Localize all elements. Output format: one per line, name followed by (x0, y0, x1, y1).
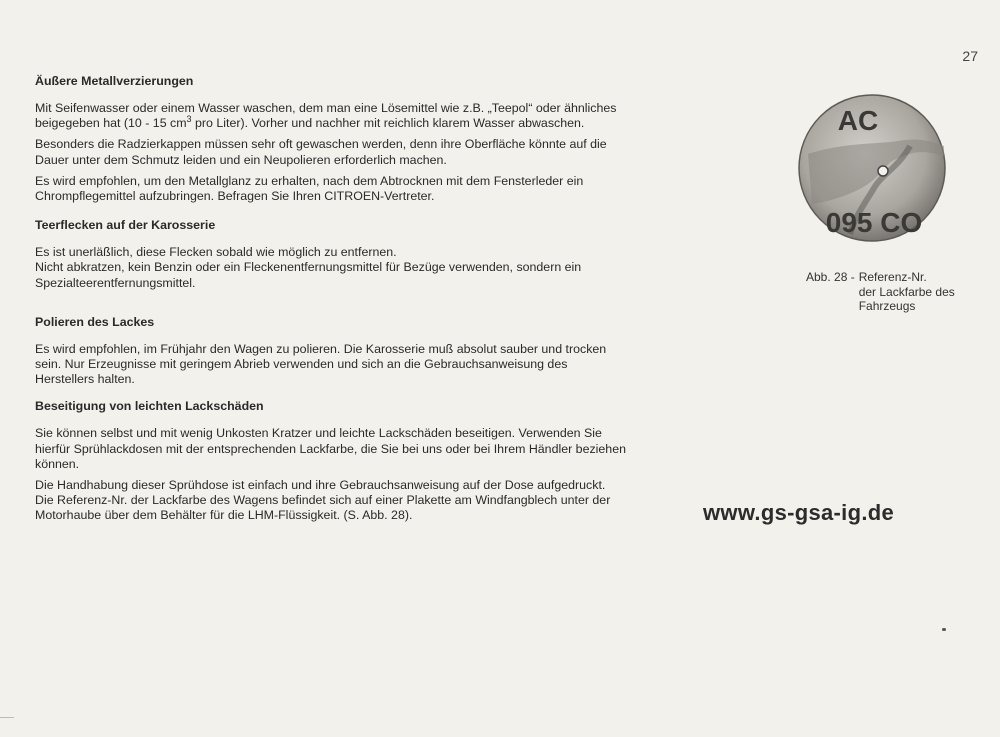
paint-reference-plate-image (798, 84, 948, 254)
paragraph: Sie können selbst und mit wenig Unkosten Kratzer und leichte Lackschäden beseitigen. Verwenden Sie hierfür Sprühlackdosen mit der entsprechenden Lackfarbe, die Sie bei uns oder bei Ihrem Händler beziehen können. (35, 426, 626, 471)
plate-code-top: AC (837, 105, 879, 136)
plate-hole (878, 166, 888, 176)
caption-line: der Lackfarbe des (858, 284, 955, 299)
page-number: 27 (962, 48, 978, 64)
paragraph: Die Referenz-Nr. der Lackfarbe des Wagens befindet sich auf einer Plakette am Windfangblech unter der Motorhaube über dem Behälter für die LHM-Flüssigkeit. (S. Abb. 28). (35, 493, 611, 523)
section-heading: Teerflecken auf der Karosserie (35, 218, 216, 233)
caption-line: Referenz-Nr. (858, 270, 927, 284)
margin-mark (0, 717, 14, 718)
section-tar-stains (35, 218, 630, 291)
section-heading: Polieren des Lackes (35, 314, 155, 329)
paragraph: Die Handhabung dieser Sprühdose ist einfach und ihre Gebrauchsanweisung auf der Dose aufgedruckt. (35, 478, 606, 493)
paragraph: Es wird empfohlen, im Frühjahr den Wagen zu polieren. Die Karosserie muß absolut sauber und trocken sein. Nur Erzeugnisse mit geringem Abrieb verwenden und sich an die Gebrauchsanweisung des Herstellers halten. (35, 341, 607, 387)
paragraph: Es wird empfohlen, um den Metallglanz zu erhalten, nach dem Abtrocknen mit dem Fensterleder ein Chrompflegemittel aufzubringen. Befragen Sie Ihren CITROEN-Vertreter. (35, 173, 584, 204)
section-heading: Beseitigung von leichten Lackschäden (35, 399, 264, 414)
main-text-column (35, 74, 630, 540)
paragraph: Nicht abkratzen, kein Benzin oder ein Fleckenentfernungsmittel für Bezüge verwenden, sondern ein Spezialteerentfernungsmittel. (35, 260, 582, 290)
paragraph: Es ist unerläßlich, diese Flecken sobald wie möglich zu entfernen. (35, 245, 397, 260)
print-speck (942, 628, 946, 631)
section-paint-damage (35, 399, 630, 523)
caption-number: Abb. 28 - (806, 270, 855, 284)
paint-reference-plate-figure (798, 84, 948, 254)
figure-caption (806, 270, 986, 314)
caption-line: Fahrzeugs (858, 299, 916, 313)
plate-code-bottom: 095 CO (825, 207, 923, 238)
paragraph: Besonders die Radzierkappen müssen sehr oft gewaschen werden, denn ihre Oberfläche könnte auf die Dauer unter dem Schmutz leiden und ein Neupolieren erforderlich machen. (35, 137, 607, 167)
section-heading: Äußere Metallverzierungen (35, 74, 194, 88)
section-polishing (35, 315, 630, 388)
website-watermark: www.gs-gsa-ig.de (703, 500, 895, 525)
paragraph: Mit Seifenwasser oder einem Wasser waschen, dem man eine Lösemittel wie z.B. „Teepol“ oder ähnliches beigegeben hat (10 - 15 $cm^3$ pro Liter). Vorher und nachher mit reichlich klarem Wasser abwaschen. (35, 101, 617, 131)
section-metal-trim (35, 74, 630, 204)
